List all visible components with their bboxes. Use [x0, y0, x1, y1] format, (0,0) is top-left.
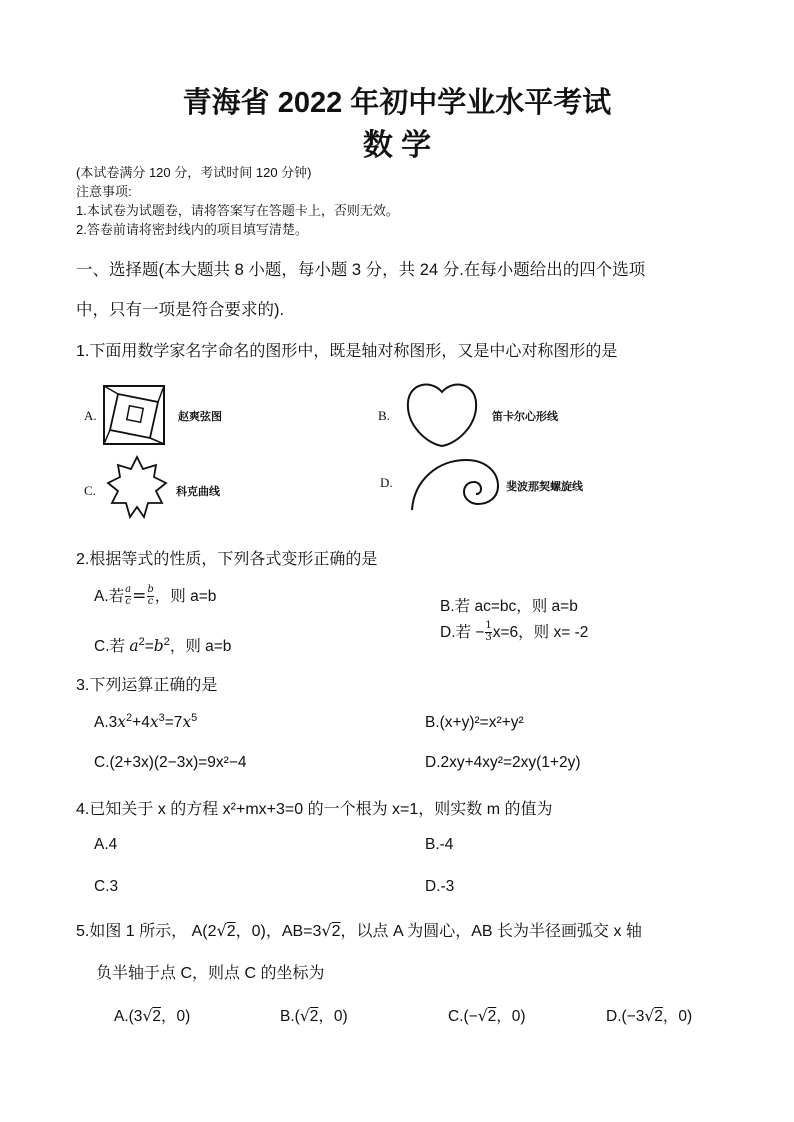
q3-a-exp3: 5 [191, 712, 198, 724]
q5-option-c [448, 1004, 526, 1026]
q5-a-pre: A.(3 [114, 1008, 143, 1025]
q3-a-coef2: +4 [132, 714, 150, 732]
q2-option-c [94, 634, 231, 656]
q2-c-base2: b [153, 637, 164, 655]
q4-option-d: D.-3 [425, 878, 455, 895]
q1-option-d-letter: D. [380, 475, 393, 490]
q5-c-pre: C.(− [448, 1008, 478, 1025]
koch-curve-figure [104, 455, 170, 521]
q5-stem-part2: ，0)，AB=3 [235, 923, 322, 940]
q5-radicand-2: 2 [331, 923, 341, 940]
q5-option-d [606, 1004, 692, 1026]
q1-option-c-letter: C. [84, 483, 96, 498]
subject-title: 数 学 [362, 129, 432, 162]
q2-a-eq: = [132, 586, 147, 606]
q2-d-frac [485, 621, 491, 644]
q2-a-frac1 [125, 585, 131, 608]
cardioid-figure [402, 378, 482, 450]
q3-a-coef1: A.3 [94, 714, 118, 732]
q1-option-a-letter: A. [84, 408, 97, 423]
q1-option-a-label: 赵爽弦图 [178, 410, 222, 423]
q2-a-num1: a [125, 584, 132, 596]
q3-a-exp2: 3 [158, 712, 165, 724]
exam-info: (本试卷满分 120 分，考试时间 120 分钟) [76, 165, 312, 180]
q3-a-exp1: 2 [126, 712, 133, 724]
question-1-stem: 1.下面用数学家名字命名的图形中，既是轴对称图形，又是中心对称图形的是 [76, 343, 618, 360]
question-3-stem: 3.下列运算正确的是 [76, 677, 218, 694]
notice-heading: 注意事项: [76, 184, 132, 199]
q2-c-exp1: 2 [138, 635, 145, 648]
q2-a-prefix: A.若 [94, 588, 125, 605]
q3-a-var3: x [182, 713, 192, 732]
q5-c-radicand: 2 [487, 1008, 497, 1025]
fibonacci-spiral-figure [408, 452, 502, 512]
q2-c-suffix: ，则 a=b [169, 638, 232, 655]
q2-option-b: B.若 ac=bc，则 a=b [440, 598, 578, 615]
q5-d-radicand: 2 [654, 1008, 663, 1025]
question-4-stem: 4.已知关于 x 的方程 x²+mx+3=0 的一个根为 x=1，则实数 m 的值为 [76, 801, 553, 818]
question-2-stem: 2.根据等式的性质，下列各式变形正确的是 [76, 551, 378, 568]
q2-c-exp2: 2 [163, 635, 170, 648]
q5-b-post: ，0) [318, 1008, 348, 1025]
q5-a-post: ，0) [160, 1008, 191, 1025]
q5-radicand-1: 2 [226, 923, 236, 940]
q3-option-a [94, 712, 197, 732]
q2-a-den1: c [125, 596, 131, 608]
q5-c-post: ，0) [496, 1008, 526, 1025]
q2-option-d [440, 620, 588, 644]
q2-d-prefix: D.若 − [440, 624, 485, 641]
q2-d-num: 1 [485, 620, 492, 632]
q3-option-c: C.(2+3x)(2−3x)=9x²−4 [94, 754, 247, 771]
q5-b-sqrt: √ [299, 1007, 310, 1025]
section-header-cont: 中，只有一项是符合要求的). [76, 301, 285, 319]
question-5-stem [76, 918, 642, 941]
q5-option-a [114, 1004, 190, 1026]
q2-a-frac2 [147, 585, 153, 608]
q5-b-radicand: 2 [309, 1008, 319, 1025]
q3-option-b: B.(x+y)²=x²+y² [425, 714, 524, 731]
q4-option-a: A.4 [94, 836, 118, 853]
q2-a-suffix: ，则 a=b [154, 588, 217, 605]
q2-c-prefix: C.若 [94, 638, 126, 655]
question-5-stem-cont: 负半轴于点 C，则点 C 的坐标为 [96, 965, 325, 982]
q2-c-base1: a [129, 637, 139, 655]
q1-option-c-label: 科克曲线 [176, 485, 220, 498]
q5-d-pre: D.(−3 [606, 1008, 645, 1025]
q3-a-var1: x [117, 713, 127, 732]
q3-a-var2: x [149, 713, 159, 732]
q5-sqrt-symbol-1: √ [216, 921, 227, 940]
exam-title: 青海省 2022 年初中学业水平考试 [182, 87, 612, 119]
q2-a-num2: b [147, 584, 154, 596]
q1-option-b-letter: B. [378, 408, 390, 423]
notice-item-2: 2.答卷前请将密封线内的项目填写清楚。 [76, 222, 308, 237]
q5-d-post: ，0) [662, 1008, 693, 1025]
q5-a-radicand: 2 [152, 1008, 161, 1025]
q5-a-sqrt: √ [142, 1007, 153, 1025]
q2-d-suffix: x=6，则 x= -2 [492, 624, 589, 641]
q5-option-b [280, 1004, 348, 1026]
q5-d-sqrt: √ [644, 1007, 655, 1025]
q5-stem-part3: ，以点 A 为圆心，AB 长为半径画弧交 x 轴 [340, 923, 642, 940]
q5-stem-part1: 5.如图 1 所示， A(2 [76, 923, 217, 940]
q2-d-den: 3 [485, 632, 492, 644]
q4-option-b: B.-4 [425, 836, 454, 853]
q1-option-d-label: 斐波那契螺旋线 [506, 480, 583, 493]
q3-option-d: D.2xy+4xy²=2xy(1+2y) [425, 754, 581, 771]
q1-option-b-label: 笛卡尔心形线 [492, 410, 558, 423]
zhao-shuang-figure [100, 382, 170, 448]
q5-c-sqrt: √ [477, 1007, 488, 1025]
notice-item-1: 1.本试卷为试题卷，请将答案写在答题卡上，否则无效。 [76, 203, 399, 218]
q2-option-a [94, 584, 216, 608]
section-header: 一、选择题(本大题共 8 小题，每小题 3 分，共 24 分.在每小题给出的四个选项 [76, 261, 646, 279]
q3-a-coef3: =7 [164, 714, 183, 732]
q2-c-eq: = [144, 638, 154, 655]
q2-a-den2: c [147, 596, 154, 608]
q5-b-pre: B.( [280, 1008, 300, 1025]
q5-sqrt-symbol-2: √ [321, 921, 332, 940]
q4-option-c: C.3 [94, 878, 119, 895]
